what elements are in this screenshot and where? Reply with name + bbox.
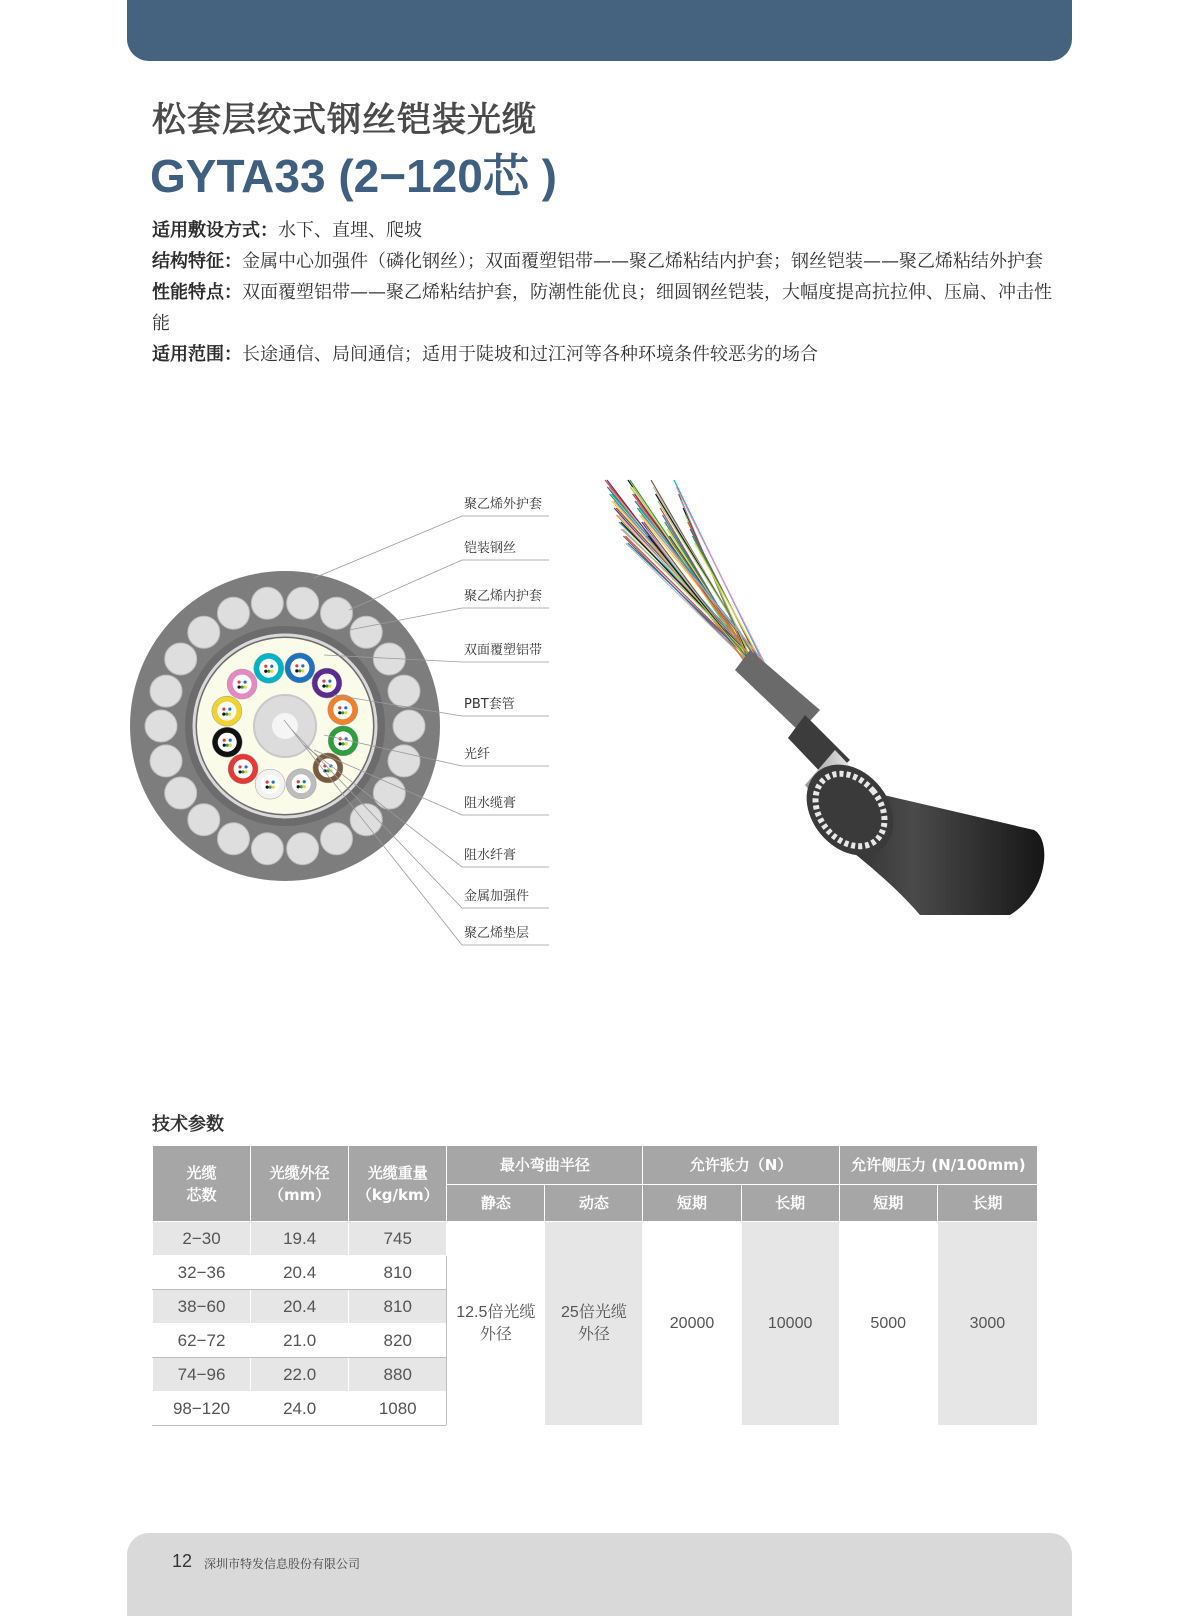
desc-key: 适用范围： <box>152 344 242 365</box>
diagram-label: 聚乙烯垫层 <box>464 926 530 941</box>
cell-diameter: 21.0 <box>251 1324 349 1358</box>
fiber <box>240 685 243 688</box>
th-weight: 光缆重量 （kg/km） <box>349 1146 447 1222</box>
fiber <box>270 665 273 668</box>
desc-value: 双面覆塑铝带——聚乙烯粘结护套，防潮性能优良；细圆钢丝铠装，大幅度提高抗拉伸、压扁、冲击性能 <box>152 282 1052 334</box>
fiber-strand <box>642 515 765 662</box>
fiber <box>344 711 347 714</box>
th-bend: 最小弯曲半径 <box>447 1146 643 1185</box>
diagram-label: 阻水纤膏 <box>464 848 517 863</box>
desc-structure <box>152 246 1067 277</box>
fiber <box>237 680 240 683</box>
fiber <box>238 765 241 768</box>
th-long-crush: 长期 <box>937 1185 1037 1222</box>
fiber <box>326 769 329 772</box>
armor-wire <box>393 710 425 742</box>
fiber <box>300 785 303 788</box>
header-band <box>127 0 1072 61</box>
th-short-crush: 短期 <box>839 1185 937 1222</box>
armor-wire <box>251 587 283 619</box>
fiber <box>229 744 232 747</box>
cell-cores: 62−72 <box>153 1324 251 1358</box>
fiber <box>228 713 231 716</box>
fiber <box>266 786 269 789</box>
fiber <box>222 713 225 716</box>
fiber <box>226 744 229 747</box>
th-long-tension: 长期 <box>741 1185 839 1222</box>
armor-wire <box>188 616 220 648</box>
fiber <box>325 684 328 687</box>
tube-gel <box>218 733 237 752</box>
fiber <box>243 685 246 688</box>
cell-cores: 74−96 <box>153 1358 251 1392</box>
fiber <box>328 679 331 682</box>
th-dynamic: 动态 <box>545 1185 643 1222</box>
desc-value: 长途通信、局间通信；适用于陡坡和过江河等各种环境条件较恶劣的场合 <box>242 344 818 365</box>
fiber <box>272 781 275 784</box>
cell-cores: 32−36 <box>153 1256 251 1290</box>
armor-wire <box>287 587 319 619</box>
fiber <box>298 669 301 672</box>
armor-wire <box>217 597 249 629</box>
fiber <box>228 708 231 711</box>
fiber <box>243 680 246 683</box>
fiber <box>303 780 306 783</box>
fiber <box>225 713 228 716</box>
cell-weight: 810 <box>349 1290 447 1324</box>
armor-wire <box>165 777 197 809</box>
cell-crush-long: 3000 <box>937 1222 1037 1426</box>
desc-key: 性能特点： <box>152 282 242 303</box>
diagram-label: 聚乙烯外护套 <box>464 497 543 512</box>
strength-member <box>272 713 298 739</box>
cell-weight: 880 <box>349 1358 447 1392</box>
armor-wire <box>287 833 319 865</box>
fiber <box>244 765 247 768</box>
fiber <box>297 785 300 788</box>
fiber <box>301 669 304 672</box>
fiber <box>264 670 267 673</box>
table-row <box>153 1222 1038 1256</box>
cable-illustration <box>600 460 1080 980</box>
fiber <box>223 739 226 742</box>
fiber <box>229 739 232 742</box>
cell-diameter: 22.0 <box>251 1358 349 1392</box>
fiber <box>328 684 331 687</box>
fiber <box>344 706 347 709</box>
fiber <box>270 670 273 673</box>
armor-wire <box>373 777 405 809</box>
tube-gel <box>259 659 278 678</box>
fiber-strand <box>637 501 760 670</box>
fiber <box>345 742 348 745</box>
spec-title: 技术参数 <box>152 1114 224 1135</box>
armor-wire <box>145 710 177 742</box>
armor-wire <box>217 823 249 855</box>
cell-bend-static: 12.5倍光缆 外径 <box>447 1222 545 1426</box>
th-tension: 允许张力（N） <box>643 1146 839 1185</box>
fiber <box>237 685 240 688</box>
fiber <box>222 708 225 711</box>
desc-key: 适用敷设方式： <box>152 220 278 241</box>
desc-laying <box>152 215 1067 246</box>
cell-diameter: 20.4 <box>251 1290 349 1324</box>
fiber <box>295 669 298 672</box>
cell-bend-dynamic: 25倍光缆 外径 <box>545 1222 643 1426</box>
fiber <box>264 665 267 668</box>
cell-cores: 38−60 <box>153 1290 251 1324</box>
fiber-bundle <box>605 480 764 670</box>
cell-weight: 1080 <box>349 1392 447 1426</box>
tube-gel <box>234 759 253 778</box>
diagram-label: 铠装钢丝 <box>464 541 517 556</box>
fiber <box>223 744 226 747</box>
diagram-labels <box>464 496 542 941</box>
diagram-label: PBT套管 <box>464 697 515 712</box>
fiber <box>297 780 300 783</box>
armor-wire <box>321 823 353 855</box>
cell-cores: 2−30 <box>153 1222 251 1256</box>
armor-wire <box>251 833 283 865</box>
tube-gel <box>217 702 236 721</box>
diagram-label: 光纤 <box>464 747 491 762</box>
th-static: 静态 <box>447 1185 545 1222</box>
fiber-strand <box>651 543 756 670</box>
company-name: 深圳市特发信息股份有限公司 <box>204 1557 361 1571</box>
diagram-label: 阻水缆膏 <box>464 796 517 811</box>
fiber <box>322 679 325 682</box>
armor-wire <box>188 804 220 836</box>
th-short-tension: 短期 <box>643 1185 741 1222</box>
cross-section-diagram <box>124 470 594 980</box>
diagram-label: 双面覆塑铝带 <box>464 643 543 658</box>
cell-weight: 745 <box>349 1222 447 1256</box>
desc-value: 水下、直埋、爬坡 <box>278 220 422 241</box>
model-title: GYTA33 (2−120芯 ) <box>150 150 557 202</box>
tube-gel <box>290 658 309 677</box>
armor-wire <box>350 616 382 648</box>
armor-wire <box>388 745 420 777</box>
fiber <box>301 664 304 667</box>
armor-wire <box>388 675 420 707</box>
armor-wire <box>165 643 197 675</box>
fiber <box>267 670 270 673</box>
fiber <box>303 785 306 788</box>
cell-crush-short: 5000 <box>839 1222 937 1426</box>
desc-value: 金属中心加强件（磷化钢丝）；双面覆塑铝带——聚乙烯粘结内护套；钢丝铠装——聚乙烯粘结外护套 <box>242 251 1043 272</box>
tube-gel <box>333 700 352 719</box>
fiber-strand <box>658 501 764 670</box>
armor-wire <box>150 745 182 777</box>
description <box>152 215 1067 370</box>
tube-gel <box>317 674 336 693</box>
desc-performance <box>152 277 1067 339</box>
cell-diameter: 19.4 <box>251 1222 349 1256</box>
cell-weight: 820 <box>349 1324 447 1358</box>
fiber <box>269 786 272 789</box>
desc-key: 结构特征： <box>152 251 242 272</box>
fiber <box>338 711 341 714</box>
diagram-label: 金属加强件 <box>464 889 530 904</box>
th-crush: 允许侧压力 (N/100mm) <box>839 1146 1037 1185</box>
page-number: 12 <box>172 1551 193 1571</box>
spec-table <box>152 1145 1038 1426</box>
tube-gel <box>261 775 280 794</box>
cell-tension-short: 20000 <box>643 1222 741 1426</box>
fiber <box>322 684 325 687</box>
cell-diameter: 20.4 <box>251 1256 349 1290</box>
fiber-strand <box>623 529 764 670</box>
tube-gel <box>292 774 311 793</box>
fiber <box>238 770 241 773</box>
fiber <box>241 770 244 773</box>
tube-gel <box>233 675 252 694</box>
fiber <box>272 786 275 789</box>
footer-band <box>127 1533 1072 1616</box>
fiber <box>342 742 345 745</box>
armor-wire <box>150 675 182 707</box>
fiber <box>295 664 298 667</box>
diagram-label: 聚乙烯内护套 <box>464 589 543 604</box>
fiber <box>339 742 342 745</box>
page-title: 松套层绞式钢丝铠装光缆 <box>152 100 537 140</box>
fiber <box>266 781 269 784</box>
desc-scope <box>152 339 1067 370</box>
th-diameter: 光缆外径 （mm） <box>251 1146 349 1222</box>
cell-tension-long: 10000 <box>741 1222 839 1426</box>
cell-diameter: 24.0 <box>251 1392 349 1426</box>
fiber <box>244 770 247 773</box>
fiber <box>341 711 344 714</box>
th-cores: 光缆 芯数 <box>153 1146 251 1222</box>
cell-weight: 810 <box>349 1256 447 1290</box>
armor-wire <box>321 597 353 629</box>
cell-cores: 98−120 <box>153 1392 251 1426</box>
fiber <box>338 706 341 709</box>
